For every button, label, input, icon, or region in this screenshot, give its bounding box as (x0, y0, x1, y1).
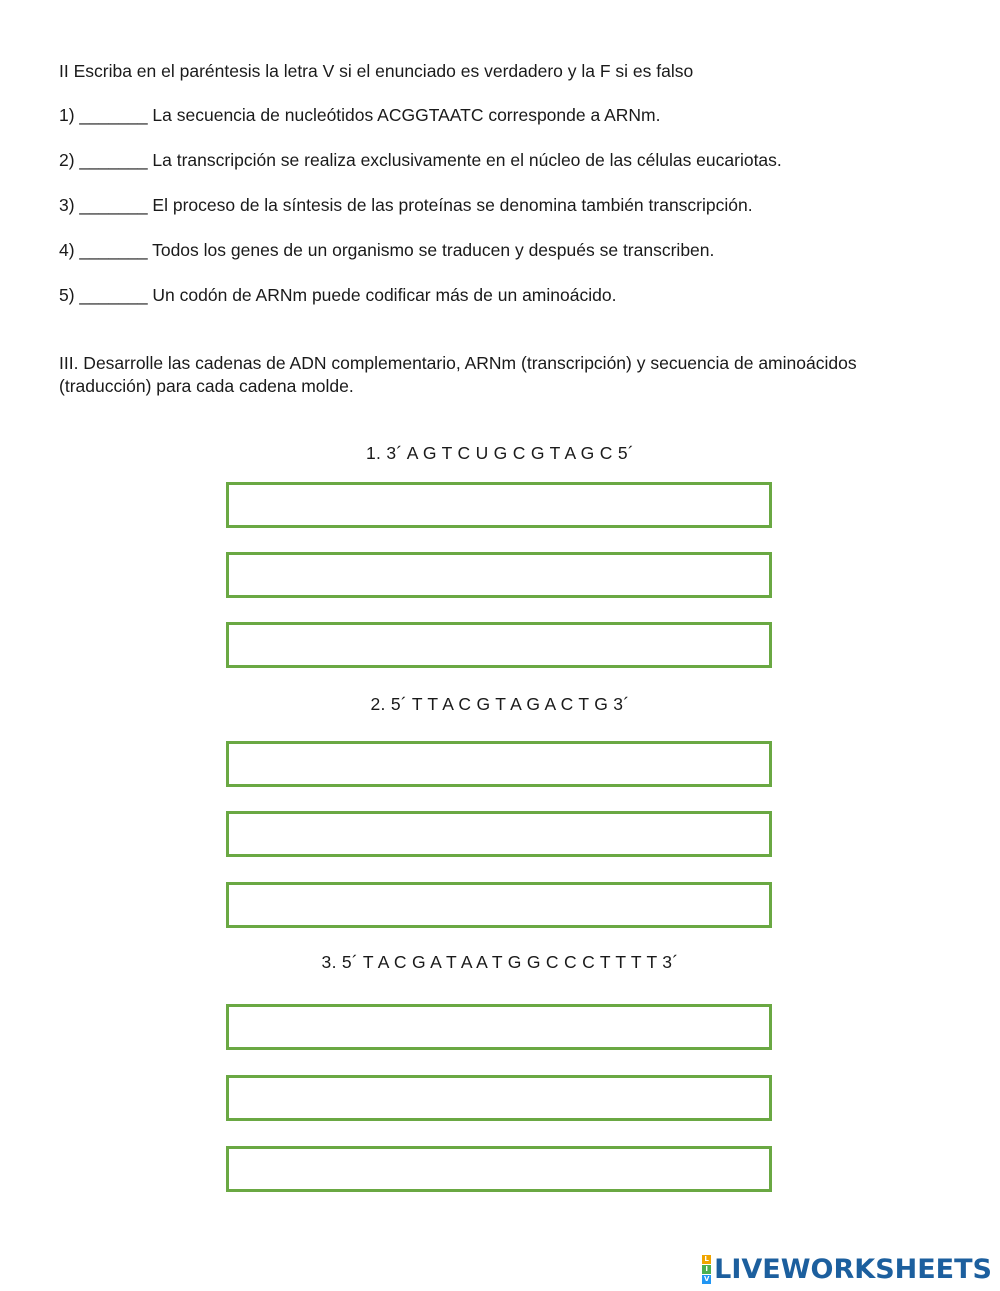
statement-3: 3) _______ El proceso de la síntesis de las proteínas se denomina también transcripción. (59, 195, 753, 215)
statement-2: 2) _______ La transcripción se realiza exclusivamente en el núcleo de las células eucariotas. (59, 150, 782, 170)
answer-box-2b[interactable] (226, 811, 772, 857)
answer-box-1b[interactable] (226, 552, 772, 598)
logo-icon (702, 1255, 711, 1284)
section3-instruction: III. Desarrolle las cadenas de ADN complementario, ARNm (transcripción) y secuencia de aminoácidos (traducción) para cada cadena molde. (59, 353, 857, 396)
answer-box-1c[interactable] (226, 622, 772, 668)
logo-icon-letter: V (703, 1275, 710, 1283)
answer-box-3a[interactable] (226, 1004, 772, 1050)
sequence-2: 2. 5´ T T A C G T A G A C T G 3´ (370, 694, 630, 714)
answer-box-3b[interactable] (226, 1075, 772, 1121)
answer-box-2c[interactable] (226, 882, 772, 928)
statement-4: 4) _______ Todos los genes de un organismo se traducen y después se transcriben. (59, 240, 715, 260)
logo-icon-letter: L (702, 1255, 711, 1264)
answer-box-2a[interactable] (226, 741, 772, 787)
liveworksheets-logo (702, 1254, 992, 1285)
statement-5: 5) _______ Un codón de ARNm puede codificar más de un aminoácido. (59, 285, 617, 305)
logo-text: LIVEWORKSHEETS (714, 1254, 992, 1285)
sequence-3: 3. 5´ T A C G A T A A T G G C C C T T T T 3´ (321, 952, 679, 972)
statement-1: 1) _______ La secuencia de nucleótidos ACGGTAATC corresponde a ARNm. (59, 105, 661, 125)
answer-box-1a[interactable] (226, 482, 772, 528)
logo-icon-letter: I (702, 1265, 711, 1274)
section2-instruction: II Escriba en el paréntesis la letra V si el enunciado es verdadero y la F si es falso (59, 61, 694, 81)
sequence-1: 1. 3´ A G T C U G C G T A G C 5´ (366, 443, 634, 463)
answer-box-3c[interactable] (226, 1146, 772, 1192)
